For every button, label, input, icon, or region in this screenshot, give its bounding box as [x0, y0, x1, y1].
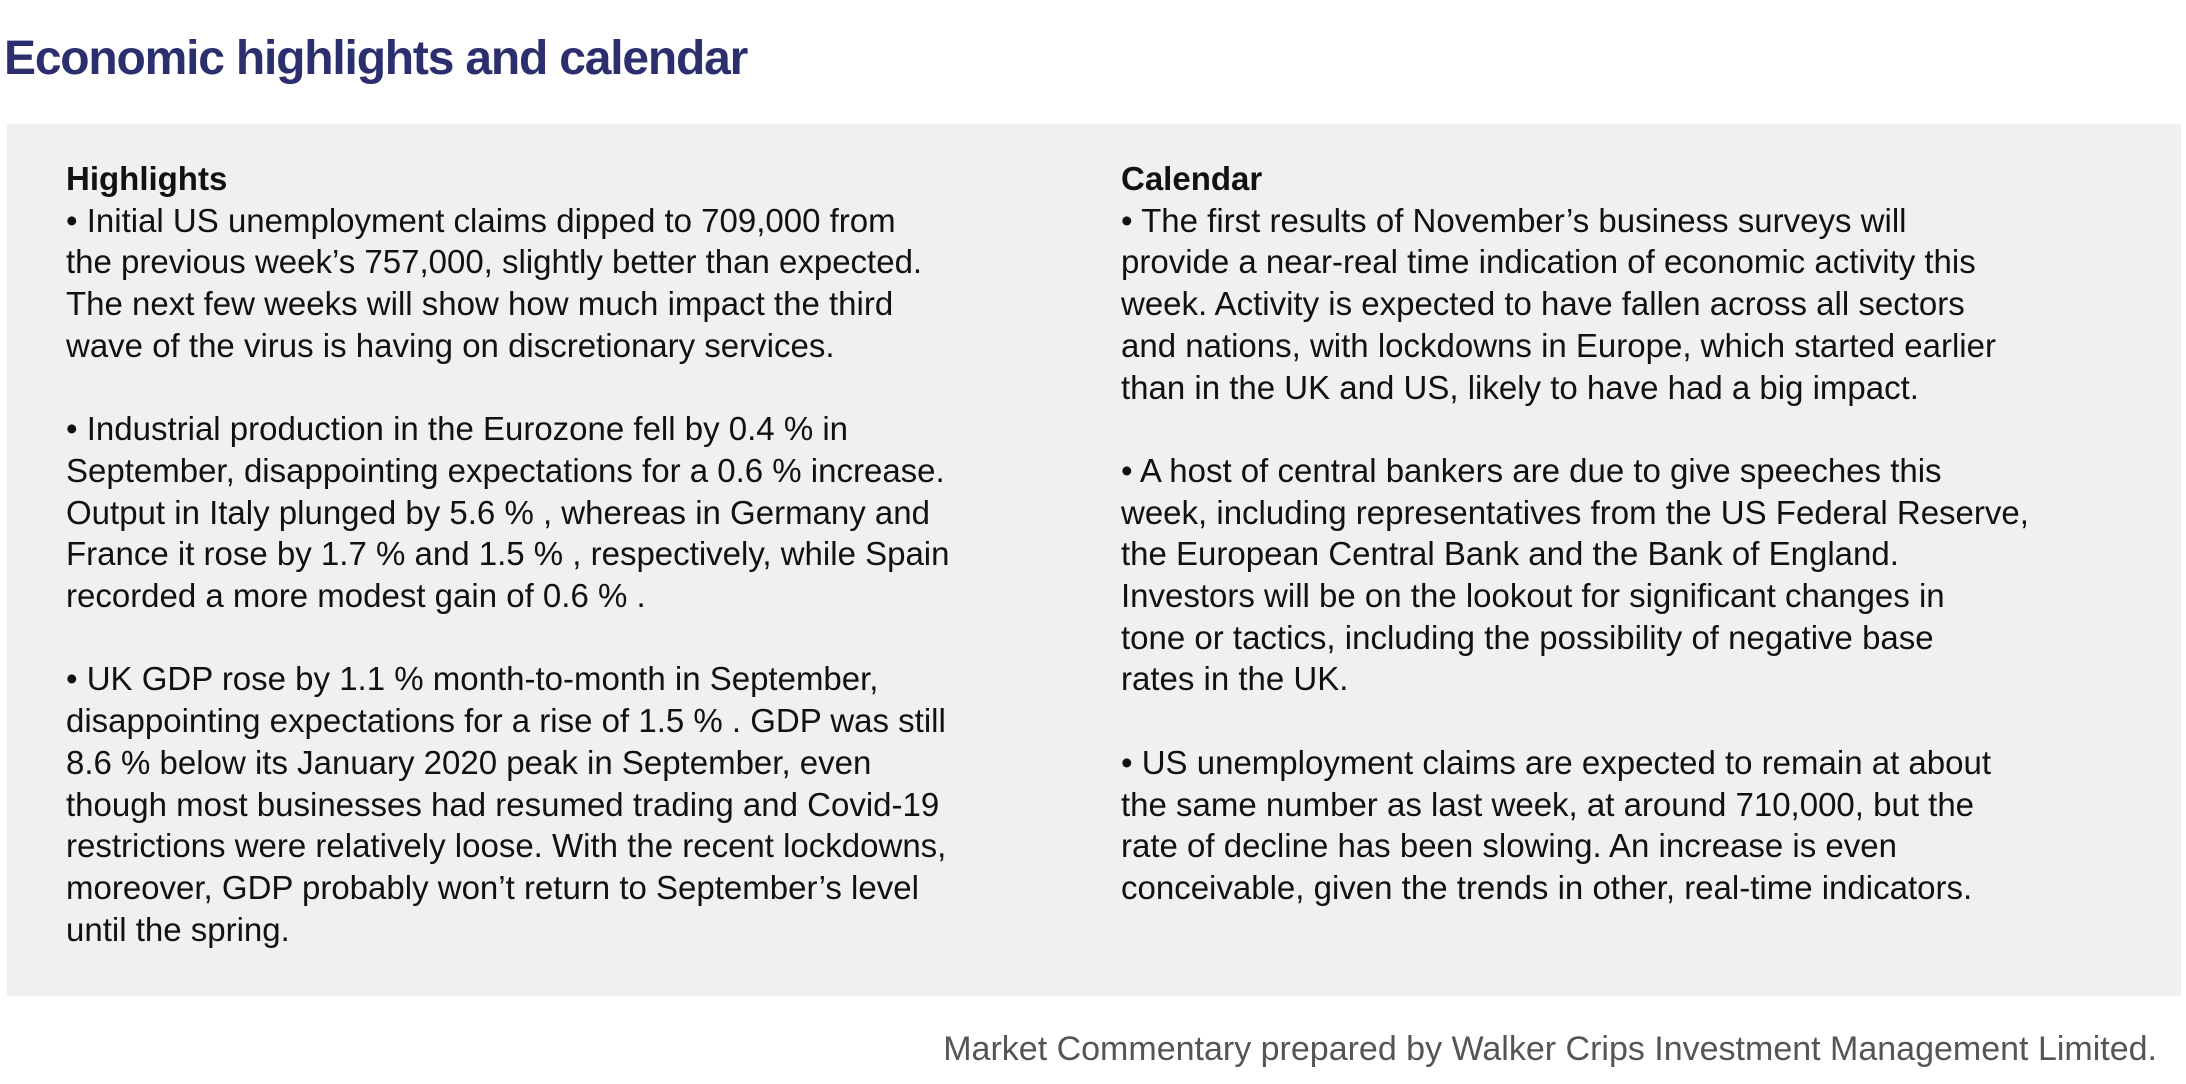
text-line: though most businesses had resumed trading and Covid-19 [66, 785, 940, 823]
text-line: Investors will be on the lookout for significant changes in [1121, 577, 1945, 615]
text-line: tone or tactics, including the possibility of negative base [1121, 618, 1934, 656]
text-line: and nations, with lockdowns in Europe, which started earlier [1121, 326, 1996, 364]
highlights-column [66, 158, 1096, 992]
text-line: • A host of central bankers are due to give speeches this [1121, 451, 1942, 489]
content-panel [7, 124, 2181, 996]
text-line: wave of the virus is having on discretionary services. [66, 326, 835, 364]
text-line: rates in the UK. [1121, 660, 1349, 698]
text-line: September, disappointing expectations for a 0.6 % increase. [66, 451, 945, 489]
calendar-column [1121, 158, 2161, 950]
text-line: recorded a more modest gain of 0.6 % . [66, 577, 646, 615]
text-line: provide a near-real time indication of economic activity this [1121, 243, 1976, 281]
text-line: • Industrial production in the Eurozone fell by 0.4 % in [66, 410, 849, 448]
calendar-item-central-bankers [1121, 450, 2161, 700]
text-line: Output in Italy plunged by 5.6 % , whereas in Germany and [66, 493, 930, 531]
page-title: Economic highlights and calendar [4, 32, 748, 85]
text-line: • UK GDP rose by 1.1 % month-to-month in September, [66, 660, 879, 698]
calendar-heading: Calendar [1121, 160, 1263, 197]
text-line: the previous week’s 757,000, slightly better than expected. [66, 243, 923, 281]
footer-credit: Market Commentary prepared by Walker Crips Investment Management Limited. [943, 1030, 2157, 1068]
highlight-item-us-claims [66, 200, 1096, 367]
text-line: moreover, GDP probably won’t return to September’s level [66, 868, 919, 906]
text-line: week. Activity is expected to have fallen across all sectors [1121, 285, 1965, 323]
highlights-heading: Highlights [66, 160, 228, 197]
text-line: The next few weeks will show how much impact the third [66, 285, 894, 323]
highlight-item-uk-gdp [66, 658, 1096, 950]
text-line: than in the UK and US, likely to have had a big impact. [1121, 368, 1919, 406]
highlight-item-eurozone-production [66, 408, 1096, 617]
calendar-item-business-surveys [1121, 200, 2161, 409]
text-line: conceivable, given the trends in other, real-time indicators. [1121, 868, 1973, 906]
calendar-item-us-claims [1121, 742, 2161, 909]
text-line: until the spring. [66, 910, 290, 948]
text-line: week, including representatives from the US Federal Reserve, [1121, 493, 2029, 531]
text-line: • US unemployment claims are expected to remain at about [1121, 743, 1991, 781]
text-line: rate of decline has been slowing. An increase is even [1121, 827, 1897, 865]
text-line: • The first results of November’s business surveys will [1121, 201, 1907, 239]
text-line: 8.6 % below its January 2020 peak in September, even [66, 743, 872, 781]
text-line: restrictions were relatively loose. With the recent lockdowns, [66, 827, 947, 865]
text-line: disappointing expectations for a rise of 1.5 % . GDP was still [66, 702, 946, 740]
text-line: the European Central Bank and the Bank of England. [1121, 535, 1899, 573]
text-line: France it rose by 1.7 % and 1.5 % , respectively, while Spain [66, 535, 950, 573]
text-line: the same number as last week, at around 710,000, but the [1121, 785, 1975, 823]
text-line: • Initial US unemployment claims dipped to 709,000 from [66, 201, 896, 239]
